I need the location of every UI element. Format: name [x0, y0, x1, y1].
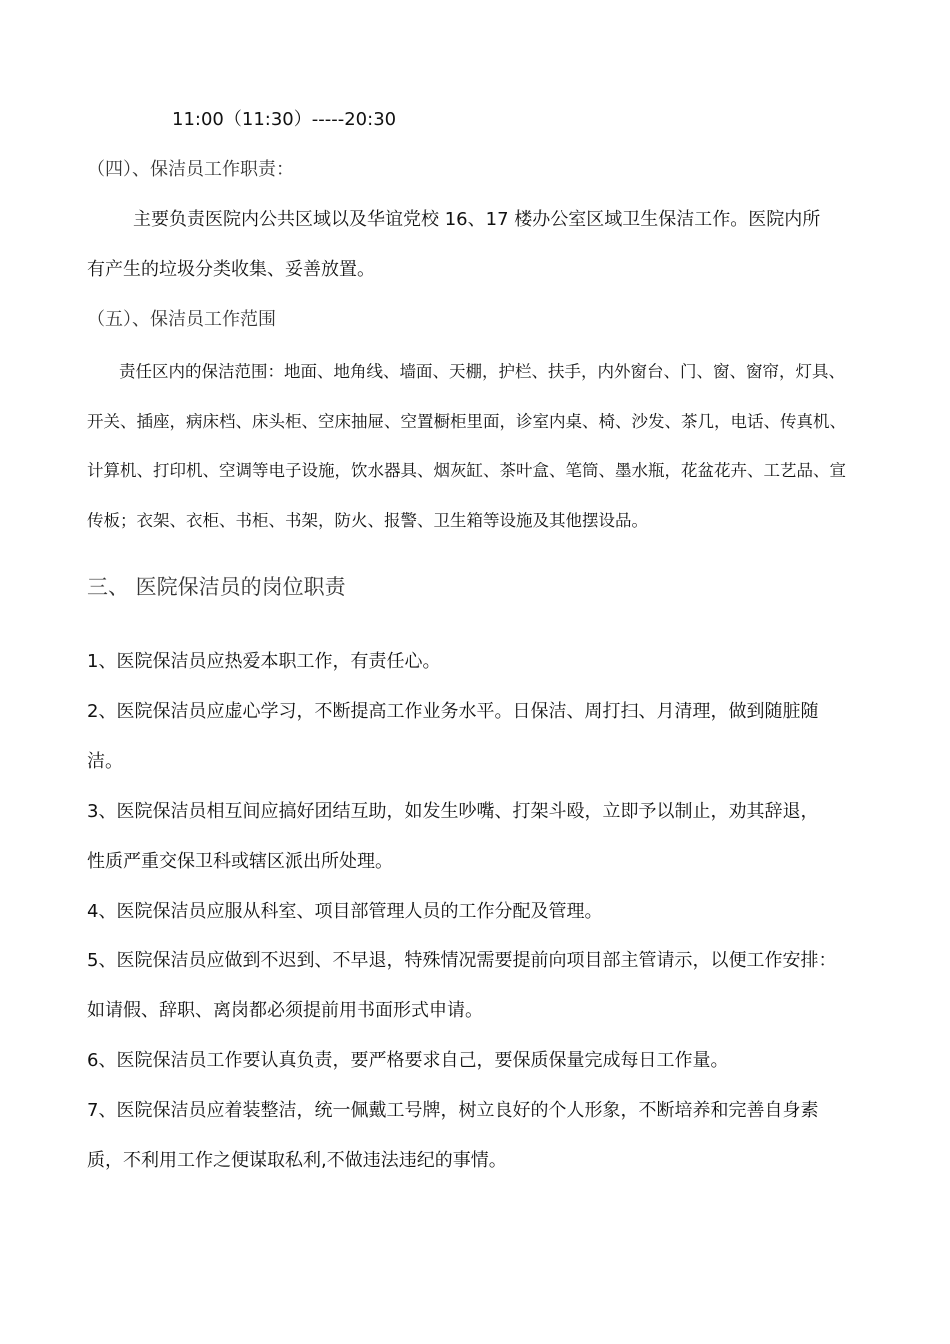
section5-body-line-4: 传板；衣架、衣柜、书柜、书架，防火、报警、卫生箱等设施及其他摆设品。 — [87, 511, 648, 530]
duty-item-5-cont: 如请假、辞职、离岗都必须提前用书面形式申请。 — [87, 1000, 483, 1021]
section5-body-line-2: 开关、插座，病床档、床头柜、空床抽屉、空置橱柜里面，诊室内桌、椅、沙发、茶几，电话、传真机、 — [87, 412, 846, 431]
duty-item-1: 1、医院保洁员应热爱本职工作，有责任心。 — [87, 651, 441, 672]
duty-item-2: 2、医院保洁员应虚心学习，不断提高工作业务水平。日保洁、周打扫、月清理，做到随脏随 — [87, 701, 819, 722]
section5-heading: （五）、保洁员工作范围 — [87, 309, 276, 330]
section5-body-line-3: 计算机、打印机、空调等电子设施，饮水器具、烟灰缸、茶叶盒、笔筒、墨水瓶，花盆花卉、工艺品、宣 — [87, 461, 846, 480]
section4-heading: （四）、保洁员工作职责： — [87, 159, 294, 180]
duty-item-3: 3、医院保洁员相互间应搞好团结互助，如发生吵嘴、打架斗殴，立即予以制止，劝其辞退， — [87, 801, 819, 822]
duty-item-2-cont: 洁。 — [87, 751, 123, 772]
duty-item-6: 6、医院保洁员工作要认真负责，要严格要求自己，要保质保量完成每日工作量。 — [87, 1050, 729, 1071]
duty-item-5: 5、医院保洁员应做到不迟到、不早退，特殊情况需要提前向项目部主管请示，以便工作安排： — [87, 950, 837, 971]
duty-item-7-cont: 质，不利用工作之便谋取私利,不做违法违纪的事情。 — [87, 1150, 507, 1171]
schedule-time: 11:00（11:30）-----20:30 — [172, 109, 397, 130]
duty-item-4: 4、医院保洁员应服从科室、项目部管理人员的工作分配及管理。 — [87, 901, 603, 922]
section5-body-line-1: 责任区内的保洁范围：地面、地角线、墙面、天棚，护栏、扶手，内外窗台、门、窗、窗帘，灯具、 — [119, 362, 845, 381]
section4-body-line-2: 有产生的垃圾分类收集、妥善放置。 — [87, 259, 375, 280]
duty-item-7: 7、医院保洁员应着装整洁，统一佩戴工号牌，树立良好的个人形象，不断培养和完善自身素 — [87, 1100, 819, 1121]
section4-body-line-1: 主要负责医院内公共区域以及华谊党校 16、17 楼办公室区域卫生保洁工作。医院内所 — [133, 209, 821, 230]
section3-heading: 三、 医院保洁员的岗位职责 — [87, 575, 346, 599]
duty-item-3-cont: 性质严重交保卫科或辖区派出所处理。 — [87, 851, 393, 872]
